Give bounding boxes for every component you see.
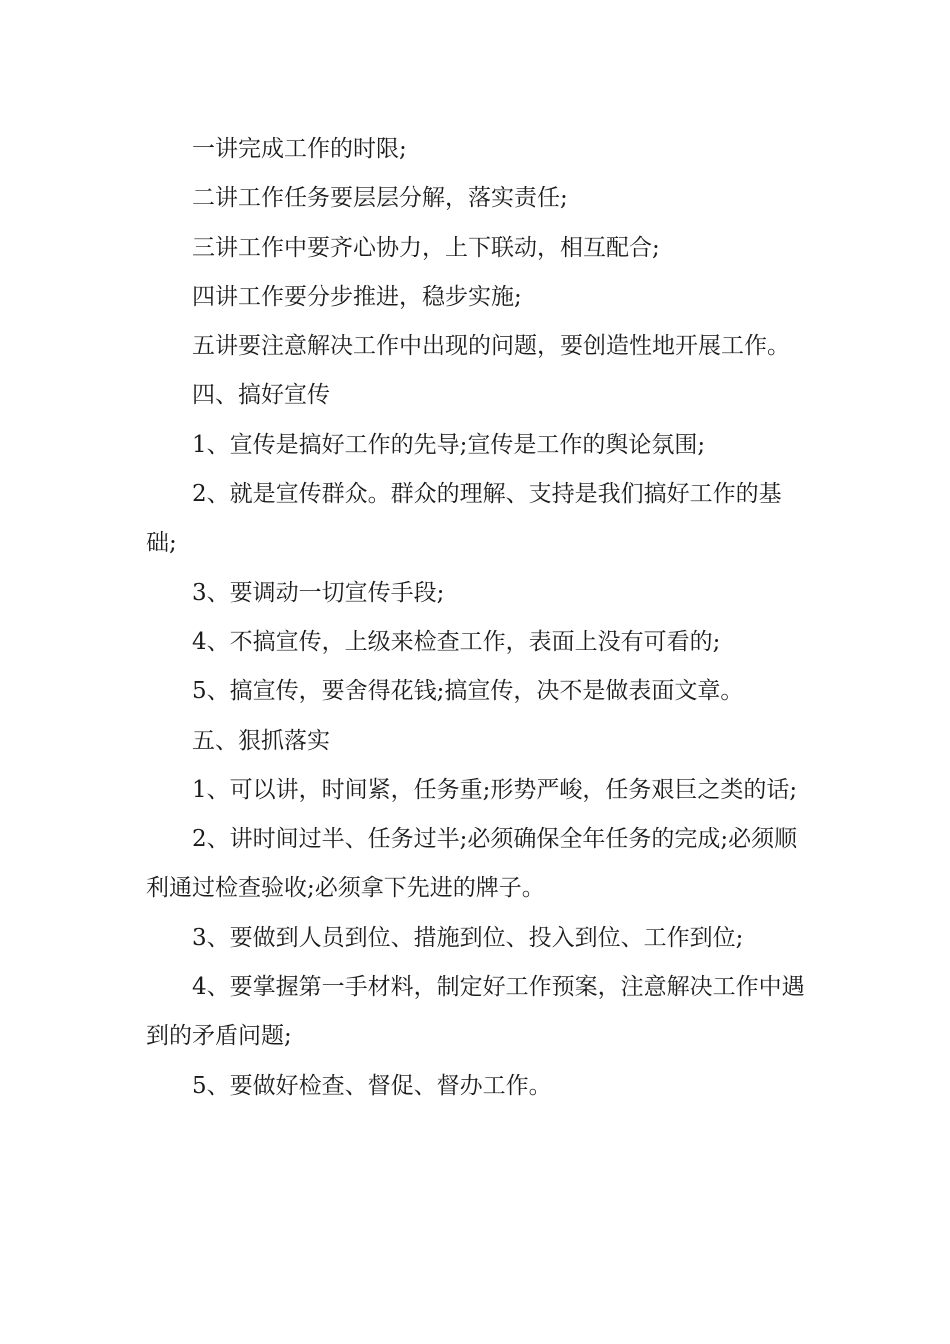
paragraph-1: 一讲完成工作的时限; xyxy=(192,136,407,162)
paragraph-2: 二讲工作任务要层层分解，落实责任; xyxy=(192,185,568,212)
paragraph-11: 5、搞宣传，要舍得花钱;搞宣传，决不是做表面文章。 xyxy=(192,678,744,705)
paragraph-17: 5、要做好检查、督促、督办工作。 xyxy=(192,1072,552,1099)
paragraph-13: 1、可以讲，时间紧，任务重;形势严峻，任务艰巨之类的话; xyxy=(192,776,798,803)
paragraph-14: 2、讲时间过半、任务过半;必须确保全年任务的完成;必须顺利通过检查验收;必须拿下先进的牌子。 xyxy=(146,826,798,902)
paragraph-15: 3、要做到人员到位、措施到位、投入到位、工作到位; xyxy=(192,924,744,951)
section-heading-publicity: 四、搞好宣传 xyxy=(192,382,330,409)
section-heading-implementation: 五、狠抓落实 xyxy=(192,727,330,754)
paragraph-16: 4、要掌握第一手材料，制定好工作预案，注意解决工作中遇到的矛盾问题; xyxy=(146,974,805,1050)
paragraph-10: 4、不搞宣传，上级来检查工作，表面上没有可看的; xyxy=(192,628,721,655)
paragraph-7: 1、宣传是搞好工作的先导;宣传是工作的舆论氛围; xyxy=(192,431,706,458)
paragraph-4: 四讲工作要分步推进，稳步实施; xyxy=(192,283,522,310)
paragraph-8: 2、就是宣传群众。群众的理解、支持是我们搞好工作的基础; xyxy=(146,481,782,557)
paragraph-9: 3、要调动一切宣传手段; xyxy=(192,579,445,606)
paragraph-3: 三讲工作中要齐心协力，上下联动，相互配合; xyxy=(192,234,660,261)
paragraph-5: 五讲要注意解决工作中出现的问题，要创造性地开展工作。 xyxy=(192,333,790,360)
document-body xyxy=(146,125,808,1111)
